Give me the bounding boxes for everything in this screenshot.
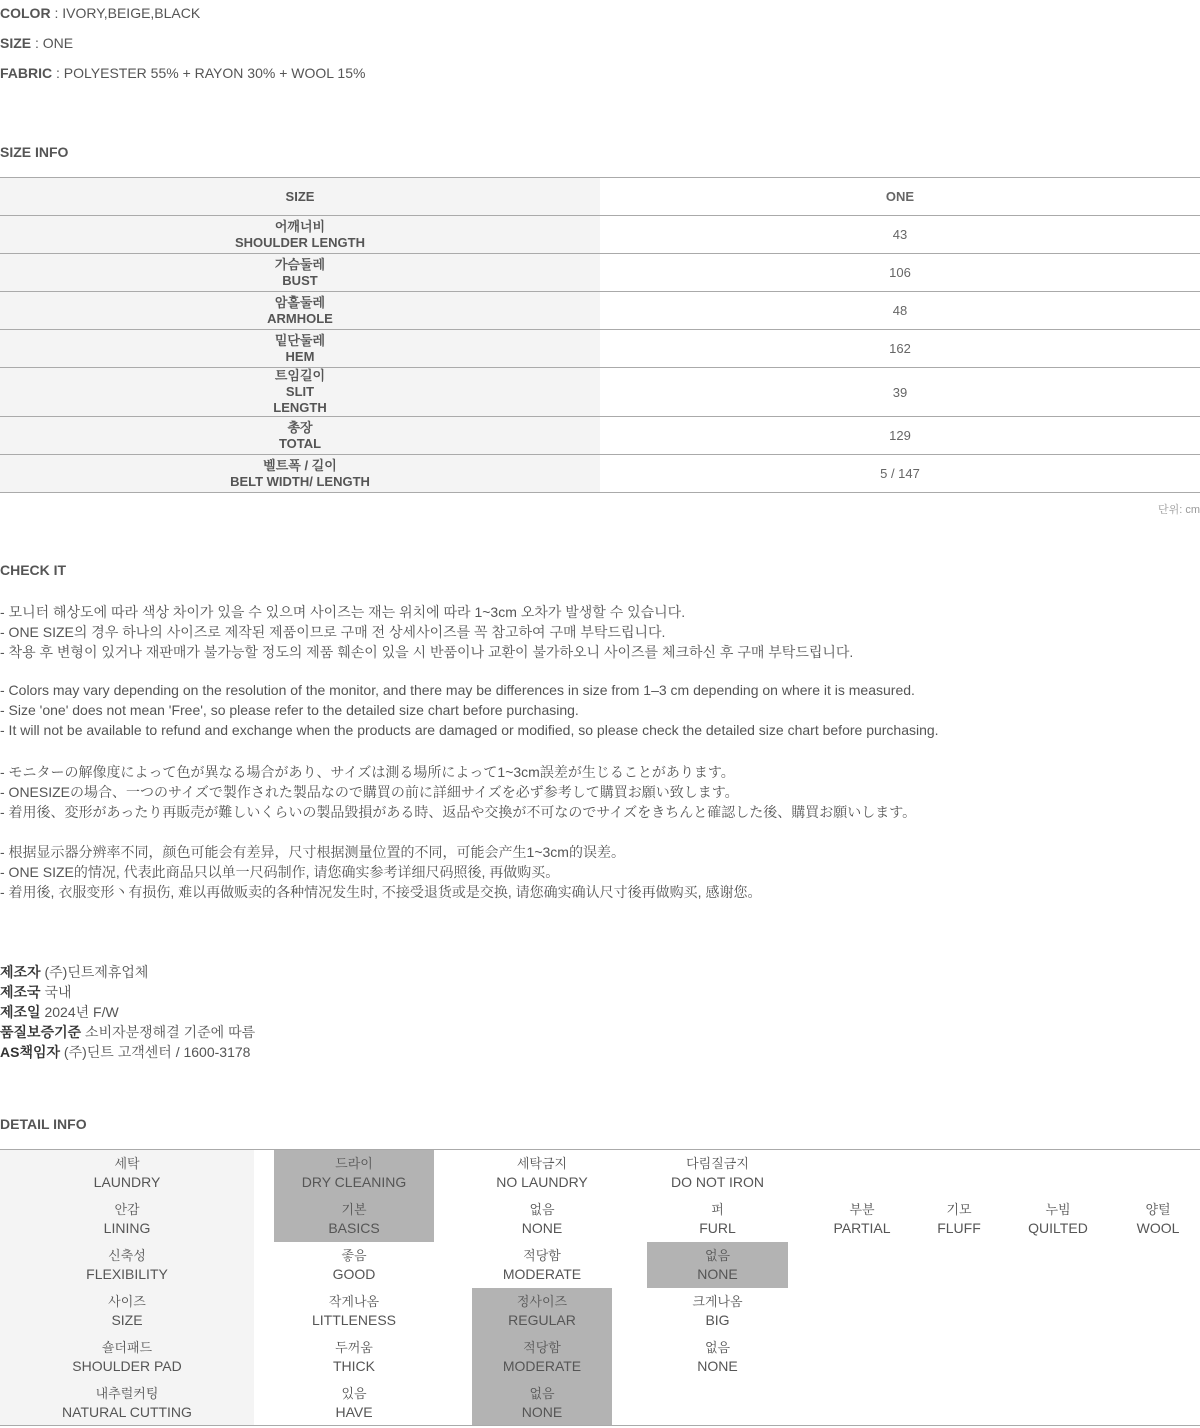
label-ko: 트임길이 xyxy=(274,368,326,383)
option-ko: 세탁금지 xyxy=(516,1156,568,1171)
option-en: PARTIAL xyxy=(833,1220,891,1236)
label-ko: 벨트폭 / 길이 xyxy=(263,457,337,473)
spec-fabric xyxy=(0,65,365,81)
spec-value: : ONE xyxy=(31,35,74,51)
check-line: - 착용 후 변형이 있거나 재판매가 불가능할 정도의 제품 훼손이 있을 시 반품이나 교환이 불가하오니 사이즈를 체크하신 후 구매 부탁드립니다. xyxy=(0,644,854,660)
option-ko: 누빔 xyxy=(1045,1202,1071,1217)
maker-line xyxy=(0,982,72,1002)
label-en: TOTAL xyxy=(278,435,322,451)
spec-key: FABRIC xyxy=(0,65,53,81)
option-en: NONE xyxy=(521,1220,563,1236)
option-ko: 없음 xyxy=(529,1386,555,1401)
spec-size xyxy=(0,35,73,51)
label-en: HEM xyxy=(285,348,315,364)
label-ko: 숄더패드 xyxy=(101,1340,153,1355)
maker-key: 제조일 xyxy=(0,1004,41,1020)
size-row-label xyxy=(0,417,600,454)
detail-option xyxy=(274,1380,434,1426)
option-en: LITTLENESS xyxy=(311,1312,397,1328)
option-ko: 크게나옴 xyxy=(692,1294,743,1309)
maker-key: 제조국 xyxy=(0,984,41,1000)
detail-option xyxy=(472,1150,612,1196)
option-ko: 기본 xyxy=(341,1202,367,1217)
size-row xyxy=(0,455,1200,493)
option-en: NONE xyxy=(697,1358,738,1374)
detail-option xyxy=(472,1288,612,1334)
maker-line xyxy=(0,962,148,982)
option-en: GOOD xyxy=(332,1266,376,1282)
label-en: NATURAL CUTTING xyxy=(62,1404,192,1420)
check-line: - ONE SIZE的情况, 代表此商品只以单一尺码制作, 请您确实参考详细尺码照後, 再做购买。 xyxy=(0,864,560,880)
size-info-title: SIZE INFO xyxy=(0,144,69,160)
check-line: - 根据显示器分辨率不同，颜色可能会有差异，尺寸根据测量位置的不同，可能会产生1~3cm的误差。 xyxy=(0,844,625,860)
spec-value: : POLYESTER 55% + RAYON 30% + WOOL 15% xyxy=(52,65,366,81)
check-line: - Size 'one' does not mean 'Free', so please refer to the detailed size chart before purchasing. xyxy=(0,702,579,718)
option-ko: 드라이 xyxy=(335,1156,373,1171)
unit-note: 단위: cm xyxy=(1157,504,1200,516)
label-en: SLIT LENGTH xyxy=(273,384,327,415)
label-en: BUST xyxy=(282,272,318,288)
label-en: ARMHOLE xyxy=(267,310,333,326)
detail-bottom-rule xyxy=(0,1425,1200,1426)
detail-row-label xyxy=(0,1196,254,1242)
option-ko: 적당함 xyxy=(523,1340,561,1355)
option-en: NONE xyxy=(697,1266,738,1282)
label-en: SHOULDER PAD xyxy=(72,1358,182,1374)
maker-key: 제조자 xyxy=(0,964,41,980)
option-en: HAVE xyxy=(335,1404,373,1420)
maker-key: 품질보증기준 xyxy=(0,1024,82,1040)
size-row-value: 5 / 147 xyxy=(600,455,1200,492)
spec-key: COLOR xyxy=(0,5,51,21)
size-row-label xyxy=(0,292,600,329)
option-en: QUILTED xyxy=(1028,1220,1088,1236)
detail-option xyxy=(274,1288,434,1334)
size-row-value: 39 xyxy=(600,368,1200,416)
option-en: MODERATE xyxy=(502,1266,582,1282)
size-header-label: SIZE xyxy=(0,178,600,215)
option-en: DO NOT IRON xyxy=(670,1174,765,1190)
detail-row-label xyxy=(0,1334,254,1380)
detail-option xyxy=(1117,1196,1199,1242)
detail-option xyxy=(920,1196,998,1242)
size-row-label xyxy=(0,455,600,492)
option-en: THICK xyxy=(333,1358,375,1374)
label-en: SHOULDER LENGTH xyxy=(235,234,365,250)
option-ko: 기모 xyxy=(946,1202,972,1217)
size-row-value: 162 xyxy=(600,330,1200,367)
detail-row-label xyxy=(0,1288,254,1334)
check-line: - モニターの解像度によって色が異なる場合があり、サイズは測る場所によって1~3cm誤差が生じることがあります。 xyxy=(0,764,735,780)
maker-value: 2024년 F/W xyxy=(40,1004,119,1020)
detail-option xyxy=(1000,1196,1116,1242)
option-ko: 있음 xyxy=(341,1386,367,1401)
detail-option xyxy=(800,1196,924,1242)
detail-row-label xyxy=(0,1150,254,1196)
size-row-label xyxy=(0,254,600,291)
option-en: MODERATE xyxy=(502,1358,582,1374)
detail-table xyxy=(0,1149,1200,1428)
detail-option xyxy=(274,1242,434,1288)
maker-value: (주)딘트 고객센터 / 1600-3178 xyxy=(60,1044,251,1060)
option-ko: 부분 xyxy=(849,1202,875,1217)
size-table-header xyxy=(0,178,1200,216)
detail-option xyxy=(647,1242,788,1288)
maker-value: 국내 xyxy=(40,984,72,1000)
label-en: SIZE xyxy=(111,1312,143,1328)
label-en: FLEXIBILITY xyxy=(86,1266,168,1282)
option-en: FLUFF xyxy=(937,1220,981,1236)
detail-option xyxy=(472,1380,612,1426)
detail-row-label xyxy=(0,1242,254,1288)
option-ko: 좋음 xyxy=(341,1248,367,1263)
option-en: BIG xyxy=(705,1312,730,1328)
check-line: - 着用後、変形があったり再販売が難しいくらいの製品毀損がある時、返品や交換が不可なのでサイズをきちんと確認した後、購買お願いします。 xyxy=(0,804,917,820)
option-en: NO LAUNDRY xyxy=(496,1174,588,1190)
detail-option xyxy=(274,1334,434,1380)
label-en: BELT WIDTH/ LENGTH xyxy=(230,473,370,489)
label-ko: 세탁 xyxy=(114,1156,140,1171)
maker-line xyxy=(0,1042,250,1062)
option-ko: 없음 xyxy=(704,1340,731,1355)
check-line: - Colors may vary depending on the resolution of the monitor, and there may be differences in size from 1–3 cm depending on where it is measured. xyxy=(0,682,915,698)
spec-color xyxy=(0,5,200,21)
option-en: NONE xyxy=(521,1404,563,1420)
spec-key: SIZE xyxy=(0,35,32,51)
size-row-value: 129 xyxy=(600,417,1200,454)
label-ko: 밑단둘레 xyxy=(274,332,326,348)
option-ko: 두꺼움 xyxy=(335,1340,373,1355)
label-ko: 신축성 xyxy=(108,1248,146,1263)
size-row-value: 43 xyxy=(600,216,1200,253)
size-row xyxy=(0,254,1200,292)
size-row-value: 106 xyxy=(600,254,1200,291)
spec-value: : IVORY,BEIGE,BLACK xyxy=(50,5,201,21)
detail-option xyxy=(274,1196,434,1242)
size-row xyxy=(0,292,1200,330)
label-ko: 안감 xyxy=(114,1202,140,1217)
option-en: FURL xyxy=(699,1220,736,1236)
check-line: - ONE SIZE의 경우 하나의 사이즈로 제작된 제품이므로 구매 전 상세사이즈를 꼭 참고하여 구매 부탁드립니다. xyxy=(0,624,666,640)
maker-value: 소비자분쟁해결 기준에 따름 xyxy=(81,1024,256,1040)
size-row-label xyxy=(0,368,600,416)
detail-option xyxy=(472,1196,612,1242)
label-ko: 암홀둘레 xyxy=(274,294,326,310)
detail-option xyxy=(647,1196,788,1242)
size-row xyxy=(0,216,1200,254)
option-ko: 없음 xyxy=(529,1202,555,1217)
option-en: WOOL xyxy=(1136,1220,1180,1236)
check-line: - It will not be available to refund and exchange when the products are damaged or modified, so please check the detailed size chart before purchasing. xyxy=(0,722,939,738)
detail-option xyxy=(647,1150,788,1196)
option-ko: 없음 xyxy=(704,1248,731,1263)
option-ko: 적당함 xyxy=(523,1248,561,1263)
check-line: - 모니터 해상도에 따라 색상 차이가 있을 수 있으며 사이즈는 재는 위치에 따라 1~3cm 오차가 발생할 수 있습니다. xyxy=(0,604,686,620)
label-ko: 총장 xyxy=(287,419,313,435)
detail-row-label xyxy=(0,1380,254,1426)
option-en: BASICS xyxy=(328,1220,380,1236)
check-line: - ONESIZEの場合、一つのサイズで製作された製品なので購買の前に詳細サイズを必ず参考して購買お願い致します。 xyxy=(0,784,739,800)
check-line: - 着用後, 衣服变形丶有损伤, 难以再做贩卖的各种情况发生时, 不接受退货或是交换, 请您确实确认尺寸後再做购买, 感谢您。 xyxy=(0,884,762,900)
maker-value: (주)딘트제휴업체 xyxy=(40,964,149,980)
option-ko: 정사이즈 xyxy=(516,1294,568,1309)
label-ko: 내추럴커팅 xyxy=(95,1386,159,1401)
size-row-label xyxy=(0,216,600,253)
option-en: DRY CLEANING xyxy=(301,1174,407,1190)
detail-info-title: DETAIL INFO xyxy=(0,1116,87,1132)
detail-option xyxy=(274,1150,434,1196)
size-header-value: ONE xyxy=(600,178,1200,215)
size-row xyxy=(0,368,1200,417)
option-ko: 양털 xyxy=(1145,1202,1171,1217)
detail-option xyxy=(647,1288,788,1334)
size-row-value: 48 xyxy=(600,292,1200,329)
detail-option xyxy=(472,1242,612,1288)
maker-line xyxy=(0,1002,119,1022)
maker-line xyxy=(0,1022,255,1042)
maker-key: AS책임자 xyxy=(0,1044,61,1060)
detail-option xyxy=(472,1334,612,1380)
size-row-label xyxy=(0,330,600,367)
label-ko: 어깨너비 xyxy=(274,218,326,234)
size-table xyxy=(0,177,1200,493)
check-it-title: CHECK IT xyxy=(0,562,67,578)
option-ko: 작게나옴 xyxy=(328,1294,380,1309)
size-row xyxy=(0,330,1200,368)
option-ko: 다림질금지 xyxy=(686,1156,749,1171)
label-en: LAUNDRY xyxy=(93,1174,161,1190)
label-en: LINING xyxy=(103,1220,151,1236)
detail-option xyxy=(647,1334,788,1380)
label-ko: 가슴둘레 xyxy=(274,256,326,272)
option-en: REGULAR xyxy=(508,1312,576,1328)
label-ko: 사이즈 xyxy=(108,1294,146,1309)
size-row xyxy=(0,417,1200,455)
option-ko: 퍼 xyxy=(711,1202,724,1217)
